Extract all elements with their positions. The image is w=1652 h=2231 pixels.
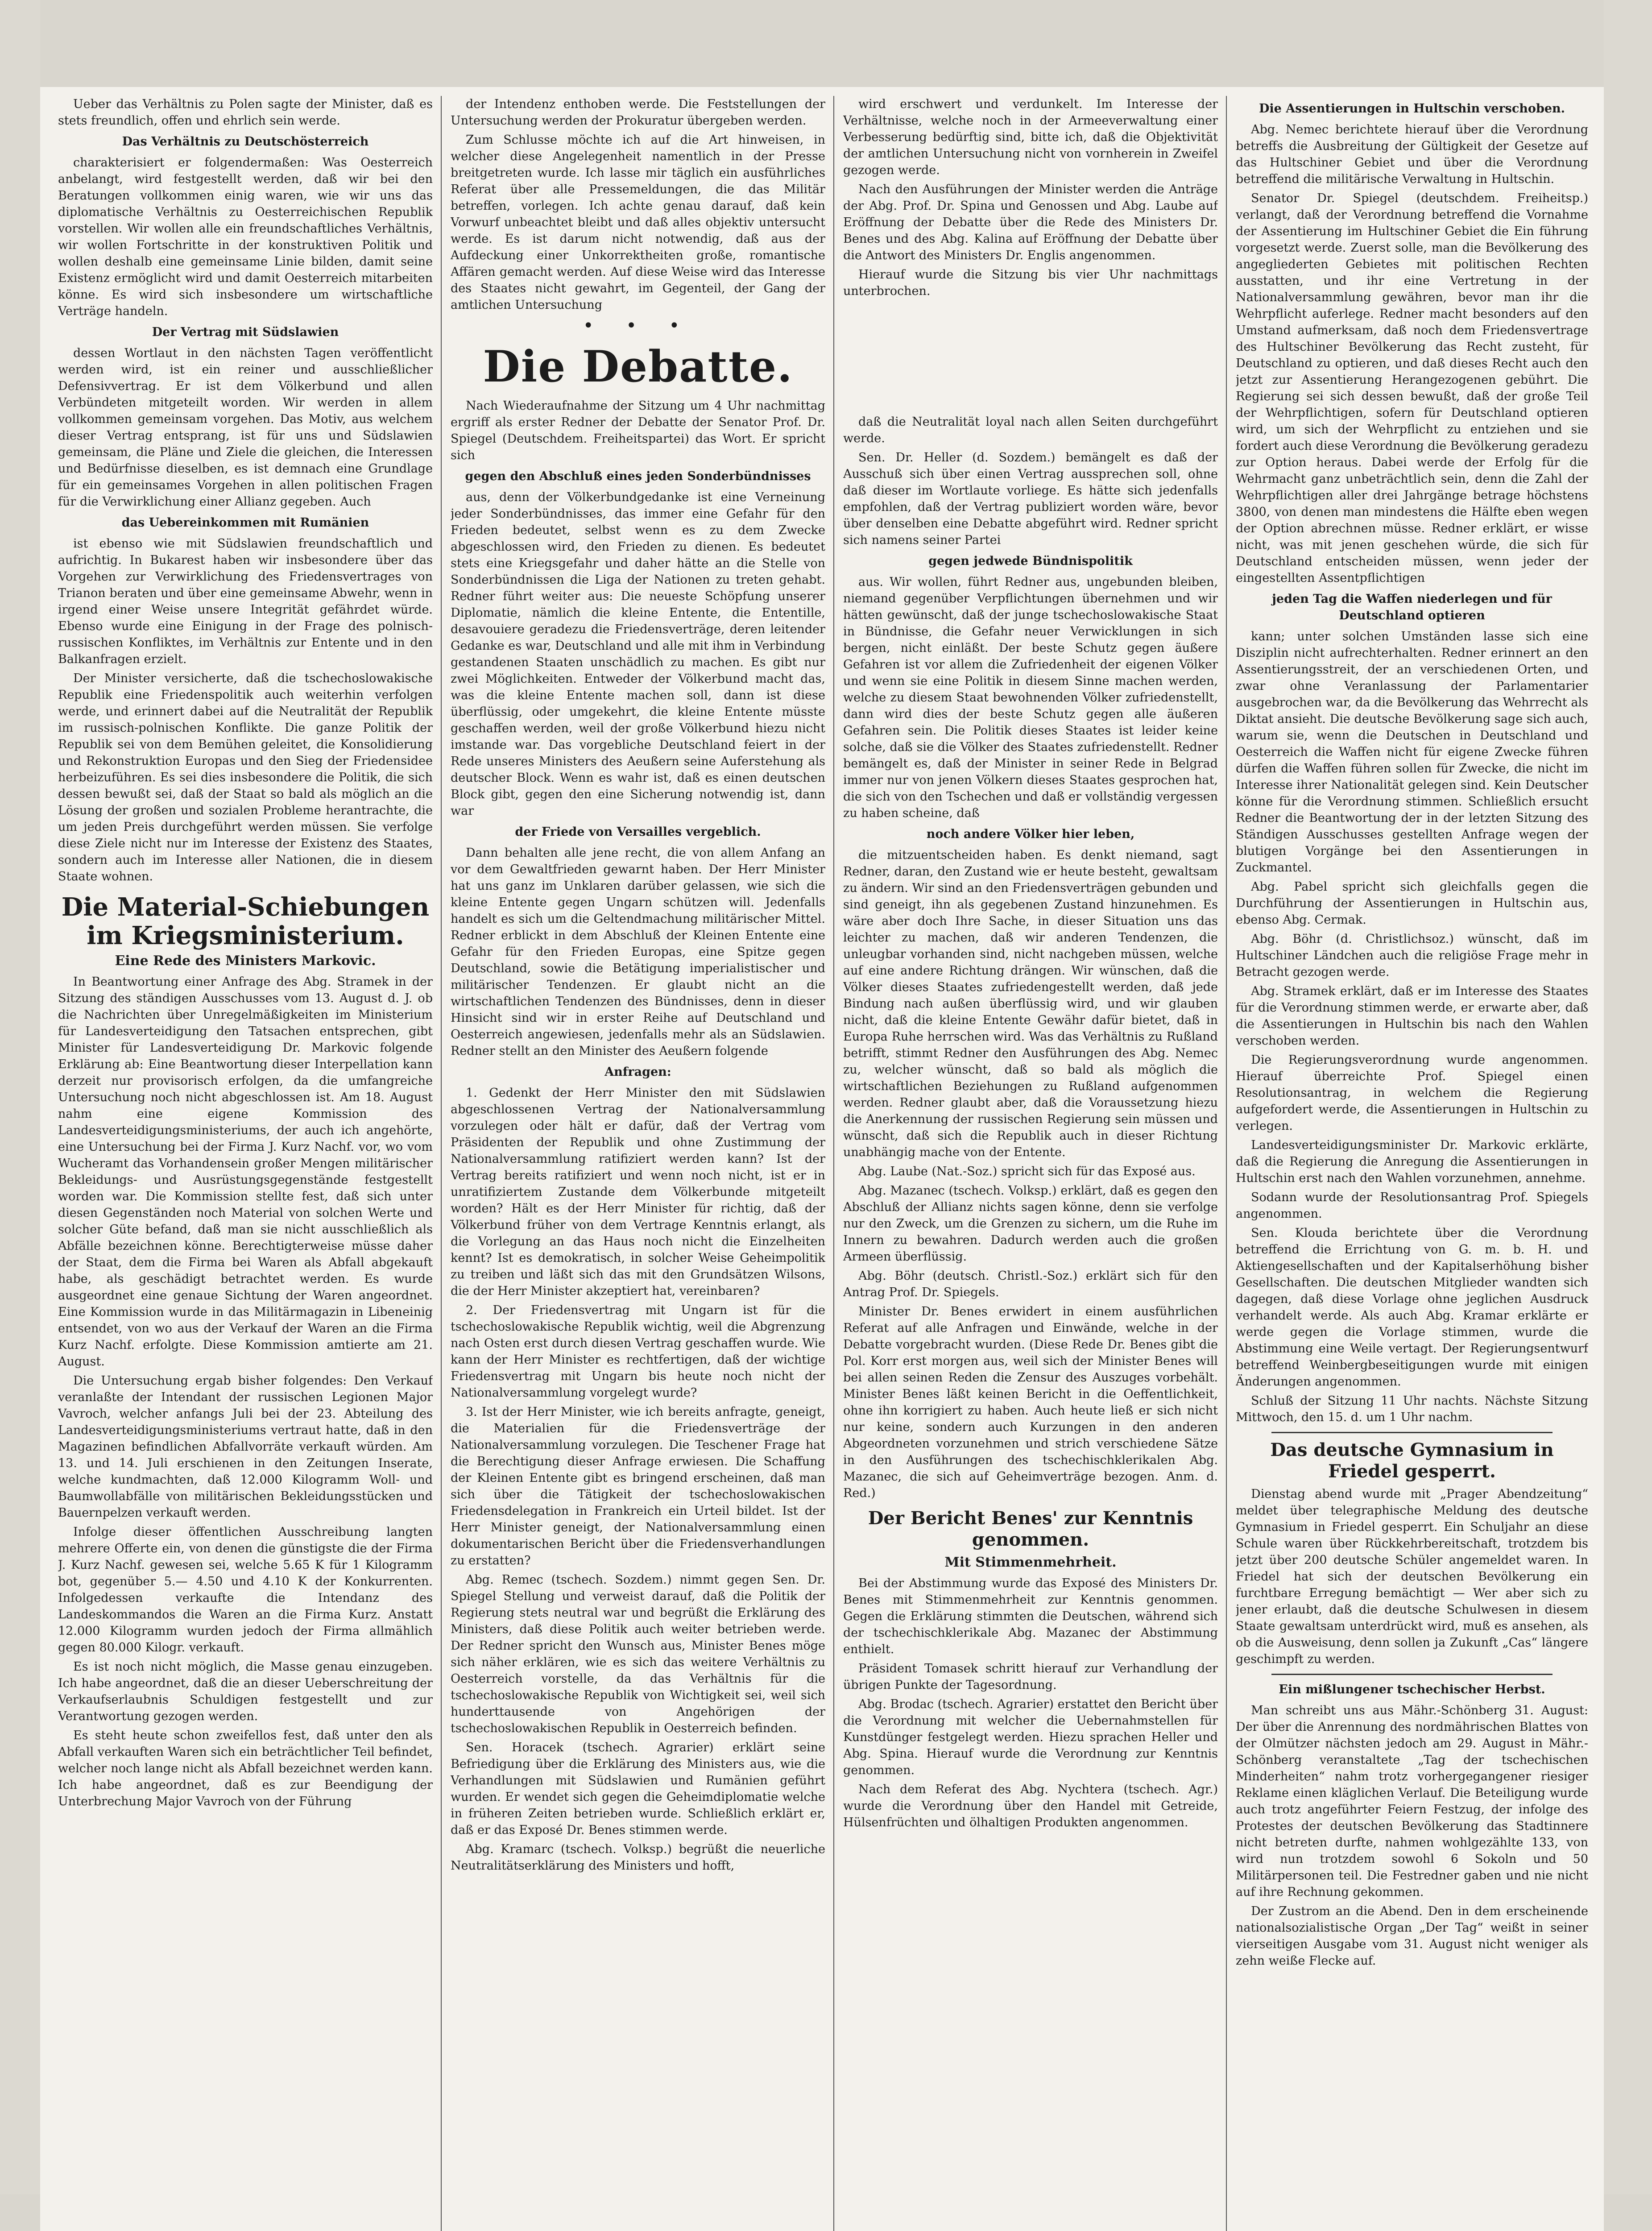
paragraph-debate-1: Nach Wiederaufnahme der Sitzung um 4 Uhr nachmittag ergriff als erster Redner der Debatte der Senator Prof. Dr. Spiegel (Deutschdem. Freiheitspartei) das Wort. Er spricht sich (451, 399, 825, 462)
paragraph-vote: Bei der Abstimmung wurde das Exposé des Ministers Dr. Benes mit Stimmenmehrheit zur Kenntnis genommen. Gegen die Erklärung stimmten die Deutschen, während sich der tschechischklerikale Abg. Mazanec der Abstimmung enthielt. (843, 1576, 1218, 1656)
paragraph-austria: charakterisiert er folgendermaßen: Was Oesterreich anbelangt, wird festgestellt werden, daß wir bei den Beratungen vollkommen einig waren, wie wir uns das diplomatische Verhältnis zu Oesterreichischen Republik vorstellen. Wir wollen alle ein freundschaftliches Verhältnis, wir wollen Fortschritte in der konstruktiven Politik und wollen deshalb eine gemeinsame Linie bilden, damit seine Existenz ermöglicht wird und damit Oesterreich mitarbeiten könne. Es wird sich insbesondere um wirtschaftliche Verträge handeln. (58, 156, 433, 318)
paragraph-hultschin-10: Sen. Klouda berichtete über die Verordnung betreffend die Errichtung von G. m. b. H. und Aktiengesellschaften und der Kapitalserhöhung bisher Gesellschaften. Die deutschen Mitglieder wandten sich dagegen, daß diese Vorlage ohne jeglichen Ausdruck verhandelt werde. Als auch Abg. Kramar erklärte er werde gegen die Vorlage stimmen, wurde die Abstimmung eine Weile vertagt. Der Regierungsentwurf betreffend Weinbergbeseitigungen wurde mit einigen Änderungen angenommen. (1236, 1226, 1588, 1389)
headline-bericht: Der Bericht Benes' zur Kenntnis genommen. (868, 1508, 1193, 1550)
scan-right-border (1604, 0, 1652, 2231)
headline-spacer (843, 302, 1218, 414)
paragraph-yugoslavia: dessen Wortlaut in den nächsten Tagen veröffentlicht werden wird, ist ein reiner und ausschließlicher Defensivvertrag. Er ist dem Völkerbund und allen Verbündeten mitgeteilt worden. Wir werden in allem vollkommen gemeinsam vorgehen. Das Motiv, aus welchem dieser Vertrag entsprang, ist für uns und Südslawien gemeinsam, die Pläne und Ziele die gleichen, die Interessen und Bedürfnisse dieselben, es ist demnach eine Grundlage für ein gemeinsames Vorgehen in allen politischen Fragen für die Verwirklichung einer Allianz gegeben. Auch (58, 346, 433, 509)
headline-debatte: Die Debatte. (483, 341, 793, 392)
paragraph-mazanec: Abg. Mazanec (tschech. Volksp.) erklärt, daß es gegen den Abschluß der Allianz nichts sagen könne, denn sie verfolge nur den Zweck, um die Grenzen zu sichern, um die Ruhe im Innern zu bewahren. Dadurch werden auch die großen Armeen überflüssig. (843, 1184, 1218, 1264)
paragraph-tag: Der Zustrom an die Abend. Den in dem erscheinende nationalsozialistische Organ „Der Tag“ weißt in seiner vierseitigen Ausgabe vom 31. August nicht weniger als zehn weiße Flecke auf. (1236, 1904, 1588, 1968)
paragraph-peoples: die mitzuentscheiden haben. Es denkt niemand, sagt Redner, daran, den Zustand wie er heute besteht, gewaltsam zu ändern. Wir sind an den Friedensverträgen gebunden und sind geneigt, ihn als gegebenen Zustand hinzunehmen. Es wäre aber doch Ihre Sache, in dieser Situation uns das leichter zu machen, daß wir anderen Tendenzen, die unleugbar vorhanden sind, nicht nachgeben müssen, welche auf eine andere Richtung drängen. Wir wünschen, daß die Völker dieses Staates zufriedengestellt werden, daß jede Bindung nach außen überflüssig wird, und wir glauben nicht, daß die kleine Entente Gewähr dafür bietet, daß in Europa Ruhe herrschen wird. Was das Verhältnis zu Rußland betrifft, stimmt Redner den Ausführungen des Abg. Nemec zu, welcher wünscht, daß so bald als möglich die wirtschaftlichen Beziehungen zu Rußland aufgenommen werden. Redner glaubt aber, daß die Voraussetzung hiezu die Anerkennung der russischen Regierung sein müssen und wünscht, daß sich die Republik auch in dieser Richtung unabhängig mache von der Entente. (843, 848, 1218, 1159)
section-divider (1271, 1432, 1553, 1433)
paragraph-question-2: 2. Der Friedensvertrag mit Ungarn ist für die tschechoslowakische Republik wichtig, weil die Abgrenzung nach Osten erst durch diesen Vertrag geschaffen wurde. Wie kann der Herr Minister es rechtfertigen, daß der wichtige Friedensvertrag mit Ungarn bis heute noch nicht der Nationalversammlung vorgelegt wurde? (451, 1303, 825, 1400)
paragraph-neutrality: daß die Neutralität loyal nach allen Seiten durchgeführt werde. (843, 415, 1218, 445)
headline-material: Die Material-Schiebungen im Kriegsministerium. (61, 892, 430, 950)
paragraph-debate-5: Sen. Horacek (tschech. Agrarier) erklärt seine Befriedigung über die Erklärung des Ministers aus, wie die Verhandlungen mit Südslawien und Rumänien geführt wurden. Er wendet sich gegen die Geheimdiplomatie welche in früheren Zeiten betrieben wurde. Schließlich erklärt er, daß er das Exposé Dr. Benes stimmen werde. (451, 1741, 825, 1837)
scan-top-border (0, 0, 1652, 87)
column-2 (451, 96, 825, 2231)
paragraph-material-1: In Beantwortung einer Anfrage des Abg. Stramek in der Sitzung des ständigen Ausschusses vom 13. August d. J. ob die Nachrichten über Unregelmäßigkeiten im Ministerium für Landesverteidigung den Tatsachen entsprechen, gibt Minister für Landesverteidigung Dr. Markovic folgende Erklärung ab: Eine Beantwortung dieser Interpellation kann derzeit nur provisorisch erfolgen, da die umfangreiche Untersuchung noch nicht abgeschlossen ist. Am 18. August nahm eine eigene Kommission des Landesverteidigungsministeriums, der auch ich angehörte, eine Untersuchung bei der Firma J. Kurz Nachf. vor, wo vom Wucheramt das Vorhandensein großer Mengen militärischer Bekleidungs- und Ausrüstungsgegenstände festgestellt worden war. Die Kommission stellte fest, daß sich unter diesen Gegenständen noch Material von solchen Werte und solcher Güte befand, daß man sie nicht ausschließlich als Abfälle bezeichnen könne. Berechtigterweise müsse daher der Staat, dem die Firma bei Waren als Abfall abgekauft habe, als geschädigt betrachtet werden. Es wurde ausgeordnet eine genaue Sichtung der Waren angeordnet. Eine Kommission wurde in das Militärmagazin in Libeneinig entsendet, von wo aus der Verkauf der Waren an die Firma Kurz Nachf. erfolgte. Diese Kommission amtierte am 21. August. (58, 975, 433, 1368)
paragraph-peace-policy: Der Minister versicherte, daß die tschechoslowakische Republik eine Friedenspolitik auch weiterhin verfolgen werde, und erinnert dabei auf die Neutralität der Republik im russisch-polnischen Konflikte. Die ganze Politik der Republik sei von dem Bemühen geleitet, die Konsolidierung und Rekonstruktion Europas und den Sieg der Friedensidee herbeizuführen. Es sei dies insbesondere die Politik, die sich dessen bewußt sei, daß der Staat so bald als möglich an die Lösung der großen und sozialen Probleme herantrachte, die um jeden Preis durchgeführt werden müssen. Sie verfolge diese Ziele nicht nur im Interesse der Existenz des Staates, sondern auch im Interesse aller Nationen, die in diesem Staate wohnen. (58, 672, 433, 883)
heading-optieren: jeden Tag die Waffen niederlegen und für Deutschland optieren (1272, 592, 1552, 622)
heading-anfragen: Anfragen: (604, 1065, 671, 1079)
heading-voelker: noch andere Völker hier leben, (926, 827, 1135, 841)
paragraph-nychtera: Nach dem Referat des Abg. Nychtera (tschech. Agr.) wurde die Verordnung über den Handel mit Getreide, Hülsenfrüchten und ölhaltigen Produkten angenommen. (843, 1783, 1218, 1829)
heading-yugoslavia: Der Vertrag mit Südslawien (152, 325, 339, 339)
paragraph-hultschin-3: kann; unter solchen Umständen lasse sich eine Disziplin nicht aufrechterhalten. Redner erinnert an den Assentierungsstreit, der an verschiedenen Orten, und zwar ohne Veranlassung der Parlamentarier ausgebrochen war, da die Bevölkerung das Wehrrecht als Diktat ansieht. Die deutsche Bevölkerung sage sich auch, warum sie, wenn die Deutschen in Deutschland und Oesterreich die Waffen nicht für eigene Zwecke führen dürfen die Waffen führen sollen für Zwecke, die nicht im Interesse ihrer Nationalität gelegen sind. Kein Deutscher könne für die Verordnung stimmen. Schließlich ersucht Redner die Beantwortung der in der letzten Sitzung des Ständigen Ausschusses gestellten Anfrage wegen der blutigen Vorgänge bei den Assentierungen in Zuckmantel. (1236, 630, 1588, 875)
headline-friedel: Das deutsche Gymnasium in Friedel gesperrt. (1270, 1439, 1554, 1482)
heading-austria: Das Verhältnis zu Deutschösterreich (122, 135, 369, 149)
paragraph-material-5: Es steht heute schon zweifellos fest, daß unter den als Abfall verkauften Waren sich ein beträchtlicher Teil befindet, welcher noch lange nicht als Abfall bezeichnet werden kann. Ich habe angeordnet, daß es zur Beendigung der Unterbrechung Major Vavroch von der Führung (58, 1729, 433, 1808)
column-1 (58, 96, 433, 2231)
paragraph-motions: Nach den Ausführungen der Minister werden die Anträge der Abg. Prof. Dr. Spina und Genossen und Abg. Laube auf Eröffnung der Debatte über die Rede des Ministers Dr. Benes und des Abg. Kalina auf Eröffnung der Debatte über die Antwort des Ministers Dr. Englis angenommen. (843, 182, 1218, 262)
paragraph-hultschin-7: Die Regierungsverordnung wurde angenommen. Hierauf überreichte Prof. Spiegel einen Resolutionsantrag, in welchem die Regierung aufgefordert werde, die Assentierungen in Hultschin zu verlegen. (1236, 1053, 1588, 1133)
paragraph-hultschin-9: Sodann wurde der Resolutionsantrag Prof. Spiegels angenommen. (1236, 1190, 1588, 1221)
paragraph-friedel: Dienstag abend wurde mit „Prager Abendzeitung“ meldet über telegraphische Meldung des deutsche Gymnasium in Friedel gesperrt. Ein Schuljahr an diese Schule waren über Rückkehrbereitschaft, trotzdem bis jetzt über 200 deutsche Schüler angemeldet waren. In Friedel hat sich der deutschen Bevölkerung ein furchtbare Erregung bemächtigt — Wer aber sich zu jener erlaubt, daß die deutsche Schulwesen in diesem Staate gewaltsam unterdrückt wird, muß es ansehen, als ob die Ausweisung, denn sollen ja Zukunft „Cas“ längere geschimpft zu werden. (1236, 1487, 1588, 1666)
paragraph-hultschin-11: Schluß der Sitzung 11 Uhr nachts. Nächste Sitzung Mittwoch, den 15. d. um 1 Uhr nachm. (1236, 1394, 1588, 1424)
paragraph-brodac: Abg. Brodac (tschech. Agrarier) erstattet den Bericht über die Verordnung mit welcher die Uebernahmstellen für Kunstdünger festgelegt werden. Hiezu sprachen Heller und Abg. Spina. Hierauf wurde die Verordnung zur Kenntnis genommen. (843, 1697, 1218, 1777)
heading-buendnispolitik: gegen jedwede Bündnispolitik (928, 554, 1133, 568)
paragraph-continuation: der Intendenz enthoben werde. Die Feststellungen der Untersuchung werden der Prokuratur übergeben werden. (451, 97, 825, 128)
separator-dots: • • • (583, 315, 693, 336)
column-rule (1226, 96, 1227, 2231)
column-rule (441, 96, 442, 2231)
paragraph-debate-3: Dann behalten alle jene recht, die von allem Anfang an vor dem Gewaltfrieden gewarnt haben. Der Herr Minister hat uns ganz im Unklaren darüber gelassen, wie sich die kleine Entente gegen Ungarn schützen will. Jedenfalls handelt es sich um die Geltendmachung militärischer Mittel. Redner erblickt in dem Abschluß der Kleinen Entente eine Gefahr für den Frieden Europas, eine Spitze gegen Deutschland, sowie die Betätigung imperialistischer und militärischer Tendenzen. Er glaubt nicht an die wirtschaftlichen Tendenzen des Bündnisses, denn in dieser Hinsicht sind wir in erster Reihe auf Deutschland und Oesterreich angewiesen, jedenfalls mehr als an Südslawien. Redner stellt an den Minister des Aeußern folgende (451, 846, 825, 1058)
column-4 (1236, 96, 1588, 2231)
paragraph-question-1: 1. Gedenkt der Herr Minister den mit Südslawien abgeschlossenen Vertrag der Nationalversammlung vorzulegen oder hält er dafür, daß der Vertrag vom Präsidenten der Republik und ohne Zustimmung der Nationalversammlung ratifiziert werden kann? Ist der Vertrag bereits ratifiziert und wenn noch nicht, ist er in unratifiziertem Zustande dem Völkerbunde mitgeteilt worden? Hält es der Herr Minister für richtig, daß der Völkerbund früher von dem Vertrage Kenntnis erlangt, als die Vorlegung an das Haus noch nicht die Einzelheiten kennt? Ist es demokratisch, in solcher Weise Geheimpolitik zu treiben und läßt sich das mit den Grundsätzen Wilsons, die der Herr Minister akzeptiert hat, vereinbaren? (451, 1086, 825, 1298)
column-3 (843, 96, 1218, 2231)
paragraph-hultschin-2: Senator Dr. Spiegel (deutschdem. Freiheitsp.) verlangt, daß der Verordnung betreffend die Vornahme der Assentierung im Hultschiner Gebiet die Ein führung vorgesetzt werde. Zuerst solle, man die Bevölkerung des angegliederten Gebietes mit politischen Rechten ausstatten, und ihr eine Vertretung in der Nationalversammlung gewähren, bevor man ihr die Wehrpflicht auferlege. Redner macht besonders auf den Umstand aufmerksam, daß noch dem Friedensvertrage des Hultschiner Bevölkerung das Recht zusteht, für Deutschland zu optieren, und daß dieses Recht auch den jetzt zur Assentierung Herangezogenen gebührt. Die Regierung sei sich dessen bewußt, daß der große Teil der Wehrpflichtigen, sofern für Deutschland optieren wird, um sich der Wehrpflicht zu entziehen und sie fordert auch diese Verordnung die Bevölkerung geradezu zur Option heraus. Dabei werde der Erfolg für die Wehrmacht ganz unbeträchtlich sein, denn die Zahl der Wehrpflichtigen aller drei Jahrgänge betrage höchstens 3800, von denen man mindestens die Hälfte eben wegen der Option abrechnen müsse. Redner erklärt, er wisse nicht, was mit jenen geschehen würde, die sich für Deutschland entscheiden müssen, wenn jeder der eingestellten Assentpflichtigen (1236, 191, 1588, 585)
paragraph-debate-6: Abg. Kramarc (tschech. Volksp.) begrüßt die neuerliche Neutralitätserklärung des Ministers und hofft, (451, 1842, 825, 1873)
paragraph-material-3: Infolge dieser öffentlichen Ausschreibung langten mehrere Offerte ein, von denen die günstigste die der Firma J. Kurz Nachf. gewesen sei, welche 5.65 K für 1 Kilogramm bot, gegenüber 5.— 4.50 und 4.10 K der Konkurrenten. Infolgedessen verkaufte die Intendanz des Landeskommandos die Waren an die Firma Kurz. Anstatt 12.000 Kilogramm wurden jedoch der Firma allmählich gegen 80.000 Kilogr. verkauft. (58, 1525, 433, 1655)
paragraph-adjourn: Hierauf wurde die Sitzung bis vier Uhr nachmittags unterbrochen. (843, 268, 1218, 298)
paragraph-tomasek: Präsident Tomasek schritt hierauf zur Verhandlung der übrigen Punkte der Tagesordnung. (843, 1662, 1218, 1692)
heading-sonderbuendnis: gegen den Abschluß eines jeden Sonderbündnisses (465, 469, 811, 483)
heading-herbst: Ein mißlungener tschechischer Herbst. (1279, 1683, 1545, 1696)
column-rule (833, 96, 834, 2231)
paragraph-material-4: Es ist noch nicht möglich, die Masse genau einzugeben. Ich habe angeordnet, daß die an dieser Ueberschreitung der Verkaufserlaubnis Schuldigen festgestellt und zur Verantwortung gezogen werden. (58, 1660, 433, 1723)
paragraph-question-3: 3. Ist der Herr Minister, wie ich bereits anfragte, geneigt, die Materialien für die Friedensverträge der Nationalversammlung vorzulegen. Die Teschener Frage hat die Berechtigung dieser Anfrage erwiesen. Die Schaffung der Kleinen Entente gibt es bringend erscheinen, daß man sich über die Tätigkeit der tschechoslowakischen Friedensdelegation in Frankreich ein Urteil bildet. Ist der Herr Minister geneigt, der Nationalversammlung einen dokumentarischen Bericht über die Friedensverhandlungen zu erstatten? (451, 1405, 825, 1568)
paragraph-hultschin-5: Abg. Böhr (d. Christlichsoz.) wünscht, daß im Hultschiner Ländchen auch die religiöse Frage mehr in Betracht gezogen werde. (1236, 932, 1588, 979)
paragraph-poland: Ueber das Verhältnis zu Polen sagte der Minister, daß es stets freundlich, offen und ehrlich sein werde. (58, 97, 433, 128)
paragraph-material-2: Die Untersuchung ergab bisher folgendes: Den Verkauf veranlaßte der Intendant der russischen Legionen Major Vavroch, welcher anfangs Juli bei der 23. Abteilung des Landesverteidigungsministeriums vertraut hatte, daß in den Magazinen befindlichen Abfallvorräte verkauft würden. Am 13. und 14. Juli erschienen in den Zeitungen Inserate, welche kundmachten, daß 12.000 Kilogramm Woll- und Baumwollabfälle von militärischen Bekleidungsstücken und Bauernpelzen verkauft werden. (58, 1374, 433, 1520)
paragraph-heller: Sen. Dr. Heller (d. Sozdem.) bemängelt es daß der Ausschuß sich über einen Vertrag aussprechen soll, ohne daß dieser im Wortlaute vorliege. Es hätte sich jedenfalls empfohlen, daß der Vertrag publiziert worden wäre, bevor über denselben eine Debatte abgeführt wird. Redner spricht sich namens seiner Partei (843, 451, 1218, 547)
paragraph-benes: Minister Dr. Benes erwidert in einem ausführlichen Referat auf alle Anfragen und Einwände, welche in der Debatte vorgebracht wurden. (Diese Rede Dr. Benes gibt die Pol. Korr erst morgen aus, weil sich der Minister Benes will bei allen seinen Reden die Zensur des Auszuges vorbehält. Minister Benes läßt keinen Bericht in die Oeffentlichkeit, ohne ihn korrigiert zu haben. Auch heute ließ er sich nicht nur keine, sondern auch Kurzungen in den anderen Abgeordneten vorzunehmen und strich verschiedene Sätze in den Ausführungen des tschechischklerikalen Abg. Mazanec, die sich auf Geheimverträge bezogen. Anm. d. Red.) (843, 1305, 1218, 1500)
paragraph-romania: ist ebenso wie mit Südslawien freundschaftlich und aufrichtig. In Bukarest haben wir insbesondere über das Vorgehen zur Verwirklichung des Friedensvertrages von Trianon beraten und über eine gemeinsame Abwehr, wenn in irgend einer Weise unsere Integrität gefährdet würde. Ebenso wurde eine Einigung in der Frage des polnisch-russischen Konfliktes, im Verhältnis zur Entente und in den Balkanfragen erzielt. (58, 537, 433, 666)
subheadline-material: Eine Rede des Ministers Markovic. (115, 953, 376, 969)
paragraph-hultschin-6: Abg. Stramek erklärt, daß er im Interesse des Staates für die Verordnung stimmen werde, er erwarte aber, daß die Assentierungen in Hultschin bis nach den Wahlen verschoben werden. (1236, 984, 1588, 1048)
paragraph-investigation: wird erschwert und verdunkelt. Im Interesse der Verhältnisse, welche noch in der Armeeverwaltung einer Verbesserung bedürftig sind, bitte ich, daß die Objektivität der amtlichen Untersuchung nicht von vornherein in Zweifel gezogen werde. (843, 97, 1218, 177)
paragraph-laube: Abg. Laube (Nat.-Soz.) spricht sich für das Exposé aus. (858, 1165, 1196, 1178)
paragraph-debate-2: aus, denn der Völkerbundgedanke ist eine Verneinung jeder Sonderbündnisses, das immer eine Gefahr für den Frieden bedeutet, selbst wenn es zu dem Zwecke abgeschlossen wird, den Frieden zu dienen. Es bedeutet stets eine Kriegsgefahr und daher hätte an die Stelle von Sonderbündnissen die Liga der Nationen zu treten gehabt. Redner führt weiter aus: Die neueste Schöpfung unserer Diplomatie, nämlich die kleine Entente, die Ententille, desavouiere geradezu die Friedensverträge, deren leitender Gedanke es war, Deutschland und alle mit ihm in Verbindung gestandenen Staaten unschädlich zu machen. Es gibt nur zwei Möglichkeiten. Entweder der Völkerbund macht das, was die kleine Entente machen soll, dann ist diese überflüssig, oder umgekehrt, die kleine Entente müsste geschaffen werden, weil der große Völkerbund hiezu nicht imstande war. Das vorgebliche Deutschland feiert in der Rede unseres Ministers des Aeußern seine Auferstehung als deutscher Block. Wenn es wahr ist, daß es einen deutschen Block gibt, gegen den eine Sicherung notwendig ist, dann war (451, 490, 825, 818)
paragraph-hultschin-1: Abg. Nemec berichtete hierauf über die Verordnung betreffs die Ausbreitung der Gültigkeit der Gesetze auf das Hultschiner Gebiet und über die Verordnung betreffend die militärische Verwaltung in Hultschin. (1236, 123, 1588, 186)
heading-romania: das Uebereinkommen mit Rumänien (121, 516, 369, 530)
paragraph-alliance: aus. Wir wollen, führt Redner aus, ungebunden bleiben, niemand gegenüber Verpflichtungen übernehmen und wir hätten gewünscht, daß der junge tschechoslowakische Staat in Bündnisse, die Gefahr neuer Verwicklungen in sich bergen, nicht einläßt. Der beste Schutz gegen äußere Gefahren ist vor allem die Zufriedenheit der eigenen Völker und wenn sie eine Politik in diesem Sinne machen werden, welche zu diesem Staat bewohnenden Völker zufriedenstellt, dann wird dies der beste Schutz gegen alle äußeren Gefahren sein. Die Politik dieses Staates ist leider keine solche, daß sie die Völker des Staates zufriedenstellt. Redner bemängelt es, daß der Minister in seiner Rede in Belgrad immer nur von jenen Völkern dieses Staates gesprochen hat, die sich von den Tschechen und daß er vollständig vergessen zu haben scheine, daß (843, 575, 1218, 820)
scan-left-border (0, 0, 40, 2231)
newspaper-page (40, 87, 1604, 2231)
heading-versailles: der Friede von Versailles vergeblich. (515, 825, 761, 839)
paragraph-debate-4: Abg. Remec (tschech. Sozdem.) nimmt gegen Sen. Dr. Spiegel Stellung und verweist darauf, daß die Politik der Regierung stets neutral war und begrüßt die Erklärung des Ministers, daß diese Politik auch weiter betrieben werde. Der Redner spricht den Wunsch aus, Minister Benes möge sich näher erklären, wie es sich das weitere Verhältnis zu Oesterreich vorstelle, da das Verhältnis für die tschechoslowakische Republik von Wichtigkeit sei, weil sich hunderttausende von Angehörigen der tschechoslowakischen Republik in Oesterreich befinden. (451, 1573, 825, 1735)
paragraph-boehr: Abg. Böhr (deutsch. Christl.-Soz.) erklärt sich für den Antrag Prof. Dr. Spiegels. (843, 1269, 1218, 1299)
paragraph-hultschin-4: Abg. Pabel spricht sich gleichfalls gegen die Durchführung der Assentierungen in Hultschin aus, ebenso Abg. Cermak. (1236, 880, 1588, 927)
heading-hultschin: Die Assentierungen in Hultschin verschoben. (1259, 102, 1565, 116)
paragraph-herbst: Man schreibt uns aus Mähr.-Schönberg 31. August: Der über die Anrennung des nordmährischen Blattes von der Olmützer nächsten jedoch am 29. August in Mähr.-Schönberg veranstaltete „Tag der tschechischen Minderheiten“ nahm trotz vorhergegangener riesiger Reklame einen kläglichen Verlauf. Die Beteiligung wurde auch trotz angeführter Feiern Festzug, der infolge des Protestes der deutschen Bevölkerung das Stadtinnere nicht betreten durfte, nahmen wohlgezählte 133, von wird nun trotzdem sowohl 6 Sokoln und 50 Militärpersonen teil. Die Festredner gaben und nie nicht auf ihre Rechnung gekommen. (1236, 1704, 1588, 1899)
section-divider (1271, 1674, 1553, 1675)
subheadline-bericht: Mit Stimmenmehrheit. (944, 1555, 1117, 1570)
paragraph-hultschin-8: Landesverteidigungsminister Dr. Markovic erklärte, daß die Regierung die Anregung die Assentierungen in Hultschin erst nach den Wahlen vorzunehmen, annehme. (1236, 1138, 1588, 1185)
paragraph-press: Zum Schlusse möchte ich auf die Art hinweisen, in welcher diese Angelegenheit namentlich in der Presse breitgetreten wurde. Ich lasse mir täglich ein ausführliches Referat über alle Pressemeldungen, die das Militär betreffen, vorlegen. Ich achte genau darauf, daß kein Vorwurf unbeachtet bleibt und daß alles objektiv untersucht werde. Es ist darum nicht notwendig, daß aus der Aufdeckung einer Unkorrektheiten große, romantische Affären gemacht werden. Auf diese Weise wird das Interesse des Staates nicht gewahrt, im Gegenteil, der Gang der amtlichen Untersuchung (451, 133, 825, 312)
